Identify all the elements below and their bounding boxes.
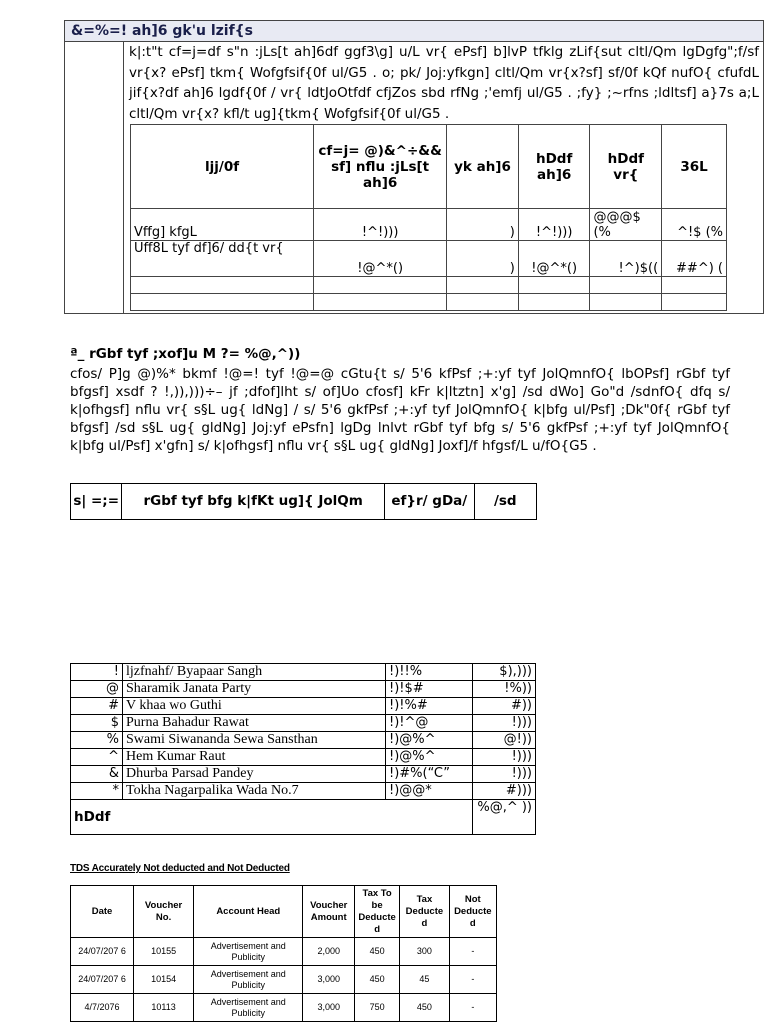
donee-name: Hem Kumar Raut bbox=[123, 749, 386, 766]
section-paragraph: k|:t"t cf=j=df s"n :jLs[t ah]6df ggf3\g] u/L vr{ ePsf] b]lvP tfklg zLif{sut cltl/Qm lgDgfg";f/sf vr{x? ePsf] tkm{ Wofgfsif{0f ul/G5 . o; pk/ Joj:yfkgn] cltl/Qm vr{x?sf] sf/0f kQf nufO{ cfufdL jif{x?df ah]6 lgdf{0f / vr{ ldtJoOtfdf cfjZos sbd rfNg ;'emfj ul/G5 . ;fy} ;~rfns ;ldltsf] a}7s a;L cltl/Qm vr{x? kfl/t ug]{tkm{ Wofgfsif{0f ul/G5 . bbox=[129, 44, 759, 122]
table-header: hDdf vr{ bbox=[590, 125, 662, 209]
budget-table bbox=[130, 124, 727, 311]
table-header: cf=j= @)&^÷&& sf] nflu :jLs[t ah]6 bbox=[314, 125, 447, 209]
table-cell: ^!$ (% bbox=[662, 209, 727, 241]
donee-name: ljzfnahf/ Byapaar Sangh bbox=[123, 664, 386, 681]
donation-list-body bbox=[71, 664, 536, 835]
table-cell bbox=[590, 294, 662, 311]
voucher-number: !)!$# bbox=[386, 681, 473, 698]
table-row bbox=[71, 715, 536, 732]
table-header: Tax Deducte d bbox=[400, 886, 449, 938]
total-row bbox=[71, 800, 536, 835]
donation-header-table bbox=[70, 483, 537, 520]
voucher-number: !)@@* bbox=[386, 783, 473, 800]
row-number: ^ bbox=[71, 749, 123, 766]
row-number: % bbox=[71, 732, 123, 749]
donation-paragraph: cfos/ P]g @)%* bkmf !@=! tyf !@=@ cGtu{t s/ 5'6 kfPsf ;+:yf tyf JolQmnfO{ lbOPsf] rGbf tyf bfgsf] xsdf ? !,)),)))÷– jf ;dfof]lht s/ of]Uo cfosf] kFr k|ltztn] x'g] /sd dWo] Go"d /sdnfO{ dfq s/ k|ofhgsf] nflu vr{ s§L ug{ ldNg] / s/ 5'6 gkfPsf ;+:yf tyf JolQmnfO{ k|bfg ul/Psf] ;Dk"0f{ rGbf tyf bfgsf] /sd s§L ug{ gldNg] Joj:yf ePsfn] lgDg lnlvt rGbf tyf bfg s/ 5'6 gkfPsf ;+:yf tyf JolQmnfO{ k|bfg ul/Psf] x'gfn] s/ k|ofhgsf] nflu vr{ s§L ug{ gldNg] Joxf]/f hfgsf/L u/fO{G5 . bbox=[70, 366, 730, 454]
table-cell bbox=[662, 277, 727, 294]
tds-title: TDS Accurately Not deducted and Not Deducted bbox=[70, 863, 290, 874]
voucher-number: !)@%^ bbox=[386, 732, 473, 749]
table-header: Not Deducte d bbox=[449, 886, 496, 938]
table-row bbox=[71, 966, 497, 994]
row-number: @ bbox=[71, 681, 123, 698]
table-cell: 3,000 bbox=[303, 994, 355, 1022]
table-header-row bbox=[131, 125, 727, 209]
table-cell: 750 bbox=[354, 994, 399, 1022]
table-header: s| =;= bbox=[71, 484, 122, 520]
voucher-number: !)@%^ bbox=[386, 749, 473, 766]
table-row bbox=[71, 681, 536, 698]
row-number: & bbox=[71, 766, 123, 783]
amount: #)) bbox=[473, 698, 536, 715]
table-row bbox=[71, 664, 536, 681]
table-cell: !^!))) bbox=[518, 209, 590, 241]
table-cell: Advertisement and Publicity bbox=[194, 994, 303, 1022]
voucher-number: !)!^@ bbox=[386, 715, 473, 732]
table-header: rGbf tyf bfg k|fKt ug]{ JolQm bbox=[122, 484, 385, 520]
row-number: $ bbox=[71, 715, 123, 732]
tds-table bbox=[70, 885, 497, 1022]
table-cell bbox=[590, 277, 662, 294]
amount: !))) bbox=[473, 715, 536, 732]
table-cell: Uff8L tyf df]6/ dd{t vr{ bbox=[131, 241, 314, 277]
table-cell: 450 bbox=[354, 966, 399, 994]
table-cell bbox=[131, 277, 314, 294]
row-number: ! bbox=[71, 664, 123, 681]
table-cell: - bbox=[449, 966, 496, 994]
row-number: * bbox=[71, 783, 123, 800]
amount: #))) bbox=[473, 783, 536, 800]
table-header: ljj/0f bbox=[131, 125, 314, 209]
table-cell: !^!))) bbox=[314, 209, 447, 241]
amount: $),))) bbox=[473, 664, 536, 681]
donee-name: Purna Bahadur Rawat bbox=[123, 715, 386, 732]
budget-analysis-section bbox=[64, 20, 764, 314]
table-cell bbox=[314, 294, 447, 311]
table-row bbox=[71, 994, 497, 1022]
total-value: %@,^ )) bbox=[473, 800, 536, 835]
table-row bbox=[131, 277, 727, 294]
table-cell bbox=[518, 277, 590, 294]
table-header: yk ah]6 bbox=[447, 125, 519, 209]
section-heading: &=%=! ah]6 gk'u lzif{s bbox=[65, 21, 763, 42]
table-cell bbox=[447, 294, 519, 311]
table-cell: 10155 bbox=[134, 938, 194, 966]
date-cell: 24/07/207 6 bbox=[71, 966, 134, 994]
table-cell bbox=[447, 277, 519, 294]
table-cell: 450 bbox=[400, 994, 449, 1022]
table-cell: ) bbox=[447, 209, 519, 241]
donee-name: V khaa wo Guthi bbox=[123, 698, 386, 715]
table-cell: !^)$(( bbox=[590, 241, 662, 277]
table-cell: Advertisement and Publicity bbox=[194, 966, 303, 994]
table-cell: Vffg] kfgL bbox=[131, 209, 314, 241]
date-cell: 4/7/2076 bbox=[71, 994, 134, 1022]
table-header-row bbox=[71, 886, 497, 938]
donee-name: Swami Siwananda Sewa Sansthan bbox=[123, 732, 386, 749]
voucher-number: !)#%(“C” bbox=[386, 766, 473, 783]
table-cell: - bbox=[449, 994, 496, 1022]
table-cell: ##^) ( bbox=[662, 241, 727, 277]
table-row bbox=[71, 783, 536, 800]
amount: @!)) bbox=[473, 732, 536, 749]
table-header: ef}r/ gDa/ bbox=[385, 484, 475, 520]
donation-list-table bbox=[70, 663, 536, 835]
table-header-row bbox=[71, 484, 537, 520]
table-header: Tax To be Deducte d bbox=[354, 886, 399, 938]
table-row bbox=[71, 749, 536, 766]
table-cell: - bbox=[449, 938, 496, 966]
table-header: Voucher Amount bbox=[303, 886, 355, 938]
donee-name: Tokha Nagarpalika Wada No.7 bbox=[123, 783, 386, 800]
table-header: /sd bbox=[474, 484, 536, 520]
table-cell bbox=[518, 294, 590, 311]
table-cell bbox=[131, 294, 314, 311]
table-row bbox=[71, 698, 536, 715]
amount: !))) bbox=[473, 749, 536, 766]
table-cell: 300 bbox=[400, 938, 449, 966]
table-cell: 10154 bbox=[134, 966, 194, 994]
table-row bbox=[131, 209, 727, 241]
date-cell: 24/07/207 6 bbox=[71, 938, 134, 966]
donee-name: Dhurba Parsad Pandey bbox=[123, 766, 386, 783]
table-cell: 45 bbox=[400, 966, 449, 994]
table-cell: ) bbox=[447, 241, 519, 277]
table-cell: Advertisement and Publicity bbox=[194, 938, 303, 966]
donation-section-title: ª_ rGbf tyf ;xof]u M ?= %@,^)) bbox=[70, 346, 301, 362]
table-cell: 450 bbox=[354, 938, 399, 966]
row-number: # bbox=[71, 698, 123, 715]
table-row bbox=[131, 241, 727, 277]
voucher-number: !)!%# bbox=[386, 698, 473, 715]
table-row bbox=[71, 766, 536, 783]
table-cell: @@@$ (% bbox=[590, 209, 662, 241]
voucher-number: !)!!% bbox=[386, 664, 473, 681]
table-header: Date bbox=[71, 886, 134, 938]
table-header: Voucher No. bbox=[134, 886, 194, 938]
table-cell: 2,000 bbox=[303, 938, 355, 966]
donee-name: Sharamik Janata Party bbox=[123, 681, 386, 698]
total-label: hDdf bbox=[71, 800, 473, 835]
table-header: hDdf ah]6 bbox=[518, 125, 590, 209]
table-cell bbox=[314, 277, 447, 294]
table-header: 36L bbox=[662, 125, 727, 209]
amount: !%)) bbox=[473, 681, 536, 698]
table-row bbox=[131, 294, 727, 311]
amount: !))) bbox=[473, 766, 536, 783]
table-header: Account Head bbox=[194, 886, 303, 938]
table-cell bbox=[662, 294, 727, 311]
column-divider bbox=[123, 41, 124, 313]
table-row bbox=[71, 732, 536, 749]
table-cell: 3,000 bbox=[303, 966, 355, 994]
table-cell: !@^*() bbox=[314, 241, 447, 277]
table-cell: !@^*() bbox=[518, 241, 590, 277]
table-row bbox=[71, 938, 497, 966]
table-cell: 10113 bbox=[134, 994, 194, 1022]
